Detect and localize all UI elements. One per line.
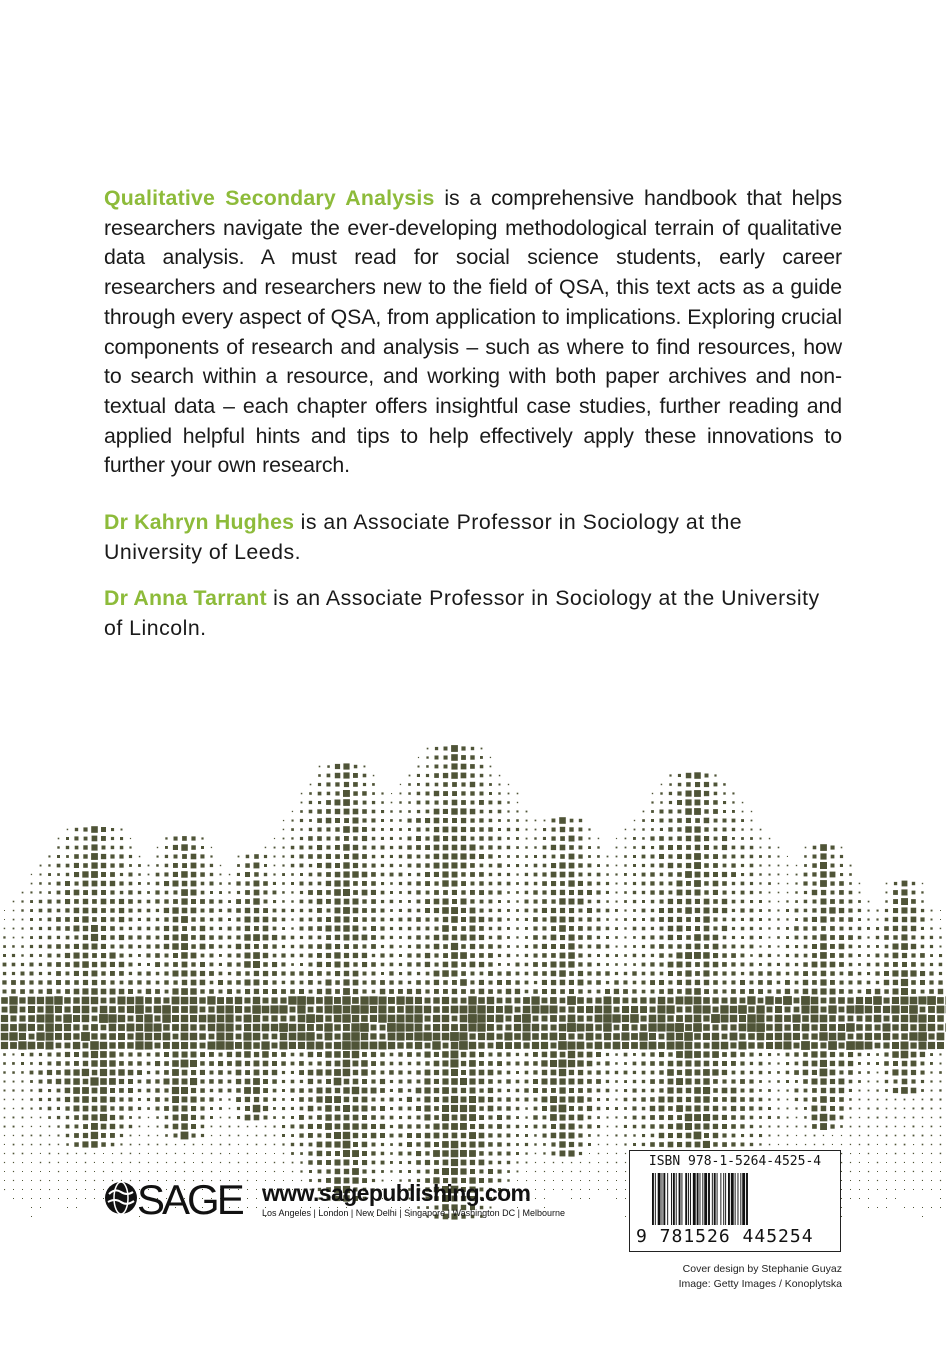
- image-credit: Image: Getty Images / Konoplytska: [678, 1278, 842, 1290]
- author-bio-text: is an Associate Professor in Sociology at the University of Leeds.: [104, 510, 743, 564]
- back-cover-blurb: [104, 184, 842, 481]
- globe-icon: [103, 1180, 139, 1216]
- cover-design-credit: Cover design by Stephanie Guyaz: [682, 1263, 842, 1275]
- author-bio-hughes: [104, 508, 842, 567]
- author-name: Dr Anna Tarrant: [104, 586, 267, 610]
- book-title-highlight: Qualitative Secondary Analysis: [104, 186, 435, 210]
- cover-credits: [652, 1262, 842, 1292]
- publisher-cities: Los Angeles | London | New Delhi | Singapore | Washington DC | Melbourne: [262, 1208, 566, 1218]
- publisher-url[interactable]: www.sagepublishing.com: [262, 1180, 531, 1206]
- isbn-label: ISBN 978-1-5264-4525-4: [648, 1154, 822, 1169]
- blurb-text: is a comprehensive handbook that helps researchers navigate the ever-developing methodological terrain of qualitative data analysis. A must read for social science students, early career researchers and researchers new to the field of QSA, this text acts as a guide through every aspect of QSA, from application to implications. Exploring crucial components of research and analysis – such as where to find resources, how to search within a resource, and working with both paper archives and non-textual data – each chapter offers insightful case studies, further reading and applied helpful hints and tips to help effectively apply these innovations to further your own research.: [104, 186, 842, 478]
- author-bio-tarrant: [104, 584, 842, 643]
- barcode-icon: [652, 1173, 832, 1225]
- author-name: Dr Kahryn Hughes: [104, 510, 295, 534]
- author-bio-text: is an Associate Professor in Sociology at the University of Lincoln.: [104, 586, 820, 640]
- halftone-trees-illustration: [0, 690, 946, 1360]
- isbn-barcode: [629, 1150, 841, 1252]
- barcode-digits: 9 781526 445254: [636, 1226, 814, 1247]
- sage-wordmark: SAGE: [137, 1176, 242, 1223]
